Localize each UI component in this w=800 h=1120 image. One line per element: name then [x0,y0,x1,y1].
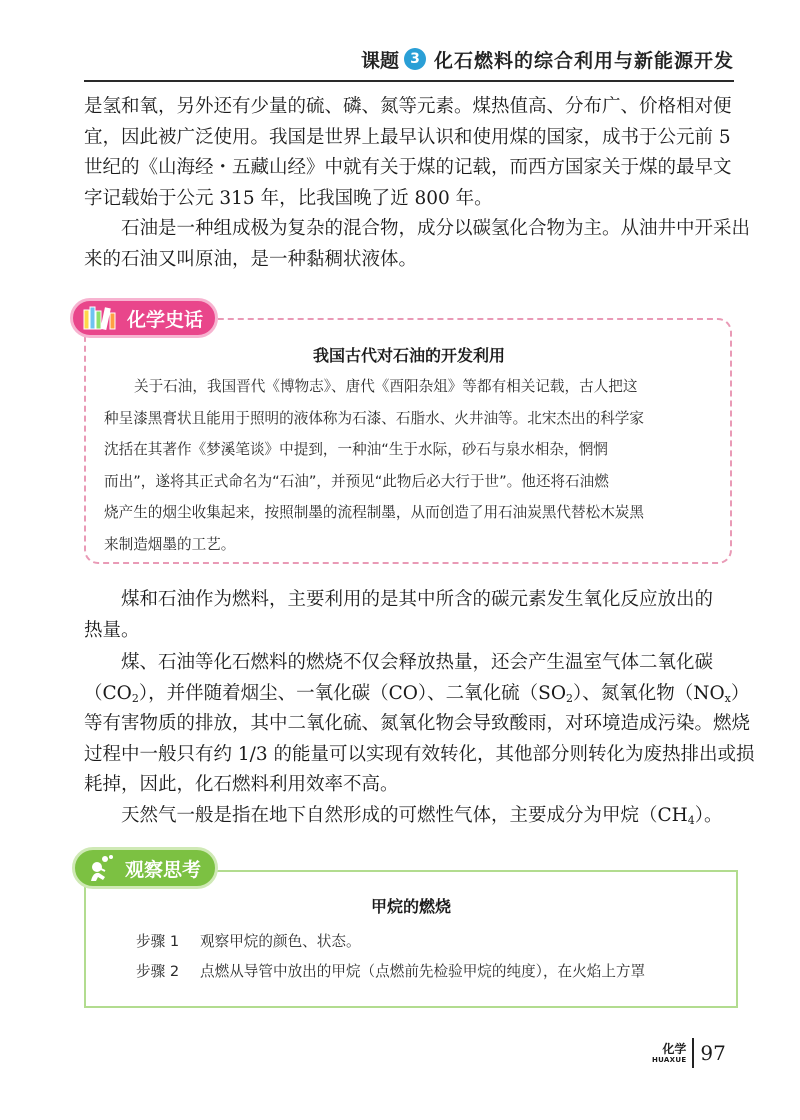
text-line: 世纪的《山海经・五藏山经》中就有关于煤的记载，而西方国家关于煤的最早文 [84,157,732,178]
text-fragment: ）、氮氧化物（NO [573,682,725,704]
text-line: 耗掉，因此，化石燃料利用效率不高。 [84,774,399,795]
subject-cn: 化学 [662,1041,687,1056]
text-fragment: ），并伴随着烟尘、一氧化碳（CO）、二氧化硫（SO [138,682,566,704]
text-line: 宜，因此被广泛使用。我国是世界上最早认识和使用煤的国家，成书于公元前 5 [84,126,731,148]
header-title: 化石燃料的综合利用与新能源开发 [433,49,734,72]
text-line: 沈括在其著作《梦溪笔谈》中提到，一种油“生于水际，砂石与泉水相杂，惘惘 [104,441,608,459]
history-title: 我国古代对石油的开发利用 [312,346,505,365]
text-line: 而出”，遂将其正式命名为“石油”，并预见“此物后必大行于世”。他还将石油燃 [104,472,609,490]
text-line [84,679,750,710]
text-fragment: ） [730,682,750,704]
observe-tab [72,847,218,889]
observe-title: 甲烷的燃烧 [370,897,451,916]
step-label: 步骤 1 [136,933,180,950]
text-line: 是氢和氧，另外还有少量的硫、磷、氮等元素。煤热值高、分布广、价格相对便 [84,96,732,117]
text-line: 等有害物质的排放，其中二氧化硫、氮氧化物会导致酸雨，对环境造成污染。燃烧 [84,713,751,734]
text-line: 过程中一般只有约 1/3 的能量可以实现有效转化，其他部分则转化为废热排出或损 [84,743,755,765]
history-tab [70,298,218,338]
text-fragment: （CO [84,682,132,704]
subject-brand [652,1043,692,1064]
page-number: 97 [700,1041,726,1065]
history-tab-label: 化学史话 [127,308,204,331]
step-row [136,930,361,951]
step-row [136,960,645,981]
text-fragment: 天然气一般是指在地下自然形成的可燃性气体，主要成分为甲烷（CH [121,805,688,826]
pollution-paragraph [84,648,755,801]
text-line: 关于石油，我国晋代《博物志》、唐代《酉阳杂俎》等都有相关记载，古人把这 [134,378,638,395]
natural-gas-paragraph [84,801,734,832]
page-footer [652,1038,726,1068]
running-header [361,44,734,74]
step-text: 观察甲烷的颜色、状态。 [200,933,361,950]
text-line: 来制造烟墨的工艺。 [104,535,236,553]
topic-label: 课题 [360,49,399,72]
history-body [104,371,716,561]
subscript: 4 [687,814,695,827]
text-line [84,801,734,832]
coal-paragraph [84,92,734,214]
text-line: 煤、石油等化石燃料的燃烧不仅会释放热量，还会产生温室气体二氧化碳 [121,652,714,673]
text-fragment: ）。 [694,805,723,826]
text-line: 热量。 [84,619,140,641]
thinking-person-icon [85,853,119,883]
text-line: 烧产生的烟尘收集起来，按照制墨的流程制墨，从而创造了用石油炭黑代替松木炭黑 [104,504,644,522]
subscript: 2 [566,691,573,705]
subject-en: HUAXUE [652,1055,687,1064]
text-line: 来的石油又叫原油，是一种黏稠状液体。 [84,248,418,270]
text-line: 字记载始于公元 315 年，比我国晚了近 800 年。 [84,187,493,209]
header-rule [84,80,734,82]
text-line: 煤和石油作为燃料，主要利用的是其中所含的碳元素发生氧化反应放出的 [121,589,714,610]
step-text: 点燃从导管中放出的甲烷（点燃前先检验甲烷的纯度），在火焰上方罩 [200,963,646,980]
topic-number-badge: 3 [404,48,426,70]
subscript: x [724,691,731,705]
subscript: 2 [131,691,139,705]
books-icon [83,305,119,331]
text-line: 种呈漆黑膏状且能用于照明的液体称为石漆、石脂水、火井油等。北宋杰出的科学家 [104,409,644,427]
combustion-paragraph [84,585,734,646]
observe-tab-label: 观察思考 [125,858,202,881]
text-line: 石油是一种组成极为复杂的混合物，成分以碳氢化合物为主。从油井中开采出 [121,218,751,239]
petroleum-paragraph [84,214,751,275]
step-label: 步骤 2 [136,963,180,980]
